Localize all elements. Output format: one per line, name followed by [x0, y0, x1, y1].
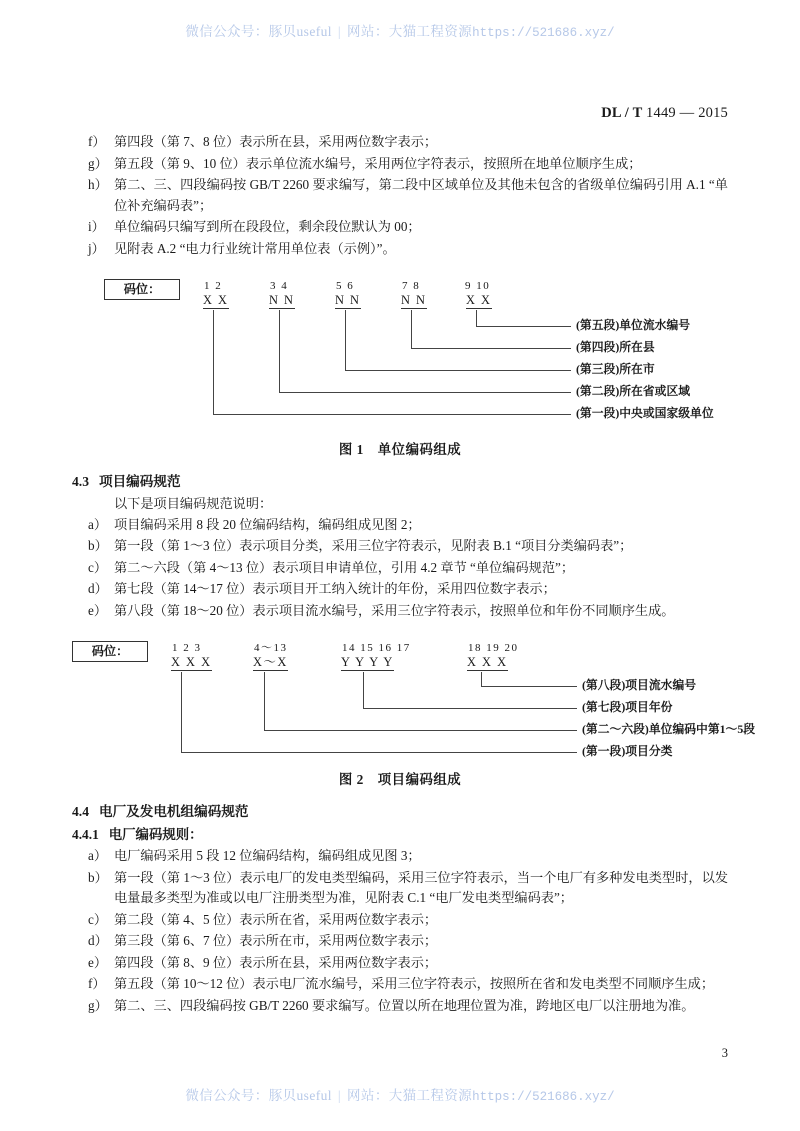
section-4-4-1-list — [72, 846, 728, 1016]
list-item — [72, 868, 728, 909]
figure1-leader-v-1 — [213, 310, 214, 414]
figure-unit-code-structure — [72, 275, 728, 435]
list-item — [72, 601, 728, 622]
figure2-leader-h-3 — [363, 708, 577, 709]
heading-4-4-1-title: 电厂编码规则： — [108, 827, 203, 842]
running-head — [601, 105, 728, 122]
list-continued — [72, 132, 728, 259]
heading-4-3-title: 项目编码规范 — [99, 474, 181, 489]
watermark-site-label: 网站： — [347, 24, 389, 39]
section-4-3-list — [72, 515, 728, 622]
figure2-leader-v-4 — [481, 672, 482, 686]
heading-4-4-1-number: 4.4.1 — [72, 827, 99, 842]
figure1-letters-group-5: X X — [466, 293, 492, 307]
figure2-leader-h-1 — [181, 752, 577, 753]
list-item — [72, 239, 728, 260]
list-marker: e） — [88, 602, 108, 618]
figure1-segment-label-1: (第一段)中央或国家级单位 — [576, 406, 714, 420]
list-item — [72, 536, 728, 557]
list-marker: d） — [88, 581, 108, 596]
list-text: 第四段（第 8、9 位）表示所在县，采用两位数字表示； — [114, 954, 438, 970]
list-item — [72, 931, 728, 952]
page-number: 3 — [721, 1046, 728, 1060]
figure2-segment-label-8: (第八段)项目流水编号 — [582, 678, 697, 692]
list-text: 第五段（第 9、10 位）表示单位流水编号，采用两位字符表示，按照所在地单位顺序生成； — [114, 155, 642, 171]
list-text: 第七段（第 14～17 位）表示项目开工纳入统计的年份，采用四位数字表示； — [114, 581, 556, 596]
figure1-caption-title: 单位编码组成 — [377, 442, 462, 457]
figure2-letters-group-2: X～X — [253, 655, 288, 669]
figure1-leader-v-2 — [279, 310, 280, 392]
figure1-digits-group-5: 9 10 — [465, 280, 491, 292]
figure2-leader-h-2 — [264, 730, 577, 731]
list-marker: i） — [88, 219, 105, 234]
figure1-digits-group-4: 7 8 — [402, 280, 421, 292]
list-marker: c） — [88, 559, 108, 575]
figure1-digits-group-3: 5 6 — [336, 280, 355, 292]
list-marker: g） — [88, 997, 108, 1013]
standard-prefix: DL / T — [601, 105, 643, 121]
heading-4-3-number: 4.3 — [72, 474, 89, 489]
figure2-leader-h-4 — [481, 686, 577, 687]
list-text: 第二段（第 4、5 位）表示所在省，采用两位数字表示； — [114, 911, 438, 927]
figure2-leader-v-3 — [363, 672, 364, 708]
figure2-digits-group-3: 14 15 16 17 — [342, 642, 411, 654]
figure1-leader-v-3 — [345, 310, 346, 370]
list-marker: c） — [88, 911, 108, 927]
list-item — [72, 132, 728, 153]
list-text: 项目编码采用 8 段 20 位编码结构，编码组成见图 2； — [114, 516, 421, 532]
list-text: 第一段（第 1～3 位）表示电厂的发电类型编码，采用三位字符表示，当一个电厂有多种发电类型时，以发电量最多类型为准或以电厂注册类型为准，见附表 C.1 “电厂发电类型编码表”； — [114, 869, 728, 905]
figure1-digits-group-2: 3 4 — [270, 280, 289, 292]
list-item — [72, 953, 728, 974]
figure2-caption-number: 图 2 — [338, 772, 364, 787]
list-item — [72, 579, 728, 600]
watermark-wechat-label: 微信公众号： — [185, 1088, 269, 1103]
watermark-url: https://521686.xyz/ — [472, 1090, 615, 1104]
figure2-segment-label-2-6: (第二～六段)单位编码中第1～5段 — [582, 722, 756, 736]
list-marker: a） — [88, 516, 108, 532]
standard-number: 1449 — 2015 — [646, 105, 728, 121]
figure2-segment-label-1: (第一段)项目分类 — [582, 744, 673, 758]
list-marker: h） — [88, 177, 108, 192]
list-marker: f） — [88, 134, 106, 149]
figure2-code-position-box: 码位： — [72, 641, 148, 662]
list-item — [72, 154, 728, 175]
list-item — [72, 515, 728, 536]
figure1-leader-h-3 — [345, 370, 571, 371]
list-marker: j） — [88, 240, 105, 256]
list-item — [72, 996, 728, 1017]
figure1-segment-label-3: (第三段)所在市 — [576, 362, 655, 376]
figure2-caption-title: 项目编码组成 — [377, 772, 462, 787]
list-marker: b） — [88, 538, 108, 553]
figure1-letters-group-1: X X — [203, 293, 229, 307]
figure1-code-position-box: 码位： — [104, 279, 180, 300]
list-marker: a） — [88, 848, 108, 863]
figure1-leader-h-5 — [476, 326, 571, 327]
section-4-3-intro: 以下是项目编码规范说明： — [114, 496, 273, 511]
watermark-site-name: 大猫工程资源 — [388, 24, 473, 39]
list-marker: f） — [88, 976, 106, 991]
list-text: 第五段（第 10～12 位）表示电厂流水编号，采用三位字符表示，按照所在省和发电类型不同顺序生成； — [114, 976, 715, 991]
figure2-caption — [72, 769, 728, 788]
figure1-segment-label-4: (第四段)所在县 — [576, 340, 655, 354]
list-marker: e） — [88, 954, 108, 970]
figure1-segment-label-2: (第二段)所在省或区域 — [576, 384, 691, 398]
list-item — [72, 217, 728, 238]
figure1-leader-h-4 — [411, 348, 571, 349]
watermark-site-name: 大猫工程资源 — [388, 1088, 473, 1103]
figure1-leader-h-1 — [213, 414, 571, 415]
figure1-letters-group-2: N N — [269, 293, 295, 307]
heading-4-3 — [72, 471, 728, 492]
figure2-letters-group-1: X X X — [171, 655, 212, 669]
list-text: 第二、三、四段编码按 GB/T 2260 要求编写。位置以所在地理位置为准，跨地区电厂以注册地为准。 — [114, 997, 695, 1013]
figure1-leader-v-4 — [411, 310, 412, 348]
list-text: 第二、三、四段编码按 GB/T 2260 要求编写，第二段中区域单位及其他未包含的省级单位编码引用 A.1 “单位补充编码表”； — [114, 177, 728, 213]
figure1-letters-group-4: N N — [401, 293, 427, 307]
figure2-segment-label-7: (第七段)项目年份 — [582, 700, 673, 714]
figure-project-code-structure — [72, 637, 756, 765]
figure1-letters-group-3: N N — [335, 293, 361, 307]
figure2-leader-v-2 — [264, 672, 265, 730]
heading-4-4-number: 4.4 — [72, 804, 89, 819]
heading-4-4-title: 电厂及发电机组编码规范 — [99, 804, 249, 819]
list-item — [72, 175, 728, 216]
figure2-letters-group-4: X X X — [467, 655, 508, 669]
list-text: 单位编码只编写到所在段段位，剩余段位默认为 00； — [114, 219, 421, 234]
watermark-separator: | — [337, 1088, 342, 1103]
watermark-wechat-name: 豚贝useful — [268, 1088, 332, 1103]
watermark-site-label: 网站： — [347, 1088, 389, 1103]
watermark-wechat-name: 豚贝useful — [268, 24, 332, 39]
figure1-digits-group-1: 1 2 — [204, 280, 223, 292]
watermark-wechat-label: 微信公众号： — [185, 24, 269, 39]
list-text: 第四段（第 7、8 位）表示所在县，采用两位数字表示； — [114, 134, 438, 149]
watermark-bottom — [0, 1084, 800, 1104]
heading-4-4-1 — [72, 824, 728, 845]
list-text: 第八段（第 18～20 位）表示项目流水编号，采用三位字符表示，按照单位和年份不同顺序生成。 — [114, 602, 675, 618]
figure1-leader-h-2 — [279, 392, 571, 393]
figure2-digits-group-4: 18 19 20 — [468, 642, 519, 654]
list-text: 见附表 A.2 “电力行业统计常用单位表（示例）”。 — [114, 240, 396, 256]
list-marker: g） — [88, 155, 108, 171]
list-text: 第二～六段（第 4～13 位）表示项目申请单位，引用 4.2 章节 “单位编码规范”； — [114, 559, 575, 575]
figure1-leader-v-5 — [476, 310, 477, 326]
watermark-top — [0, 20, 800, 40]
watermark-url: https://521686.xyz/ — [472, 26, 615, 40]
list-item — [72, 846, 728, 867]
heading-4-4 — [72, 801, 728, 822]
watermark-separator: | — [337, 24, 342, 39]
figure2-digits-group-1: 1 2 3 — [172, 642, 202, 654]
list-text: 第三段（第 6、7 位）表示所在市，采用两位数字表示； — [114, 933, 438, 948]
figure2-digits-group-2: 4～13 — [254, 642, 288, 654]
list-item — [72, 974, 728, 995]
figure1-caption — [72, 439, 728, 458]
figure1-caption-number: 图 1 — [338, 442, 364, 457]
figure1-segment-label-5: (第五段)单位流水编号 — [576, 318, 691, 332]
list-marker: d） — [88, 933, 108, 948]
figure2-letters-group-3: Y Y Y Y — [341, 655, 394, 669]
list-item — [72, 558, 728, 579]
list-marker: b） — [88, 869, 108, 885]
list-text: 第一段（第 1～3 位）表示项目分类，采用三位字符表示，见附表 B.1 “项目分类编码表”； — [114, 538, 633, 553]
list-text: 电厂编码采用 5 段 12 位编码结构，编码组成见图 3； — [114, 848, 421, 863]
page-content — [72, 132, 756, 1017]
figure2-leader-v-1 — [181, 672, 182, 752]
list-item — [72, 910, 728, 931]
